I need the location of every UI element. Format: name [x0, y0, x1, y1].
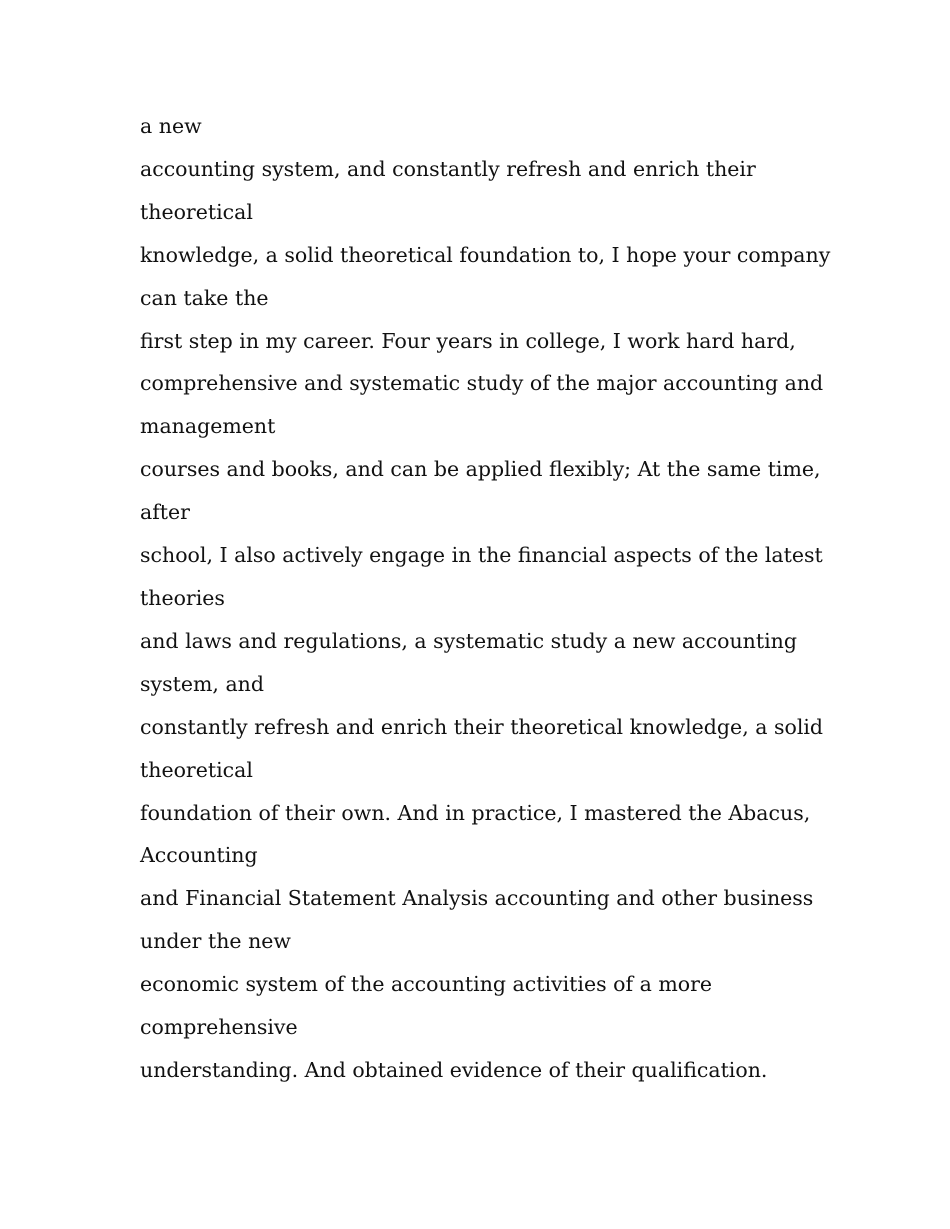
text-line: and Financial Statement Analysis accounting and other business	[140, 886, 814, 911]
text-line: constantly refresh and enrich their theoretical knowledge, a solid	[140, 714, 824, 739]
text-line: foundation of their own. And in practice, I mastered the Abacus,	[140, 800, 811, 825]
text-line: courses and books, and can be applied flexibly; At the same time,	[140, 457, 821, 482]
text-line: comprehensive	[140, 1015, 298, 1040]
text-line: can take the	[140, 285, 269, 310]
text-line: and laws and regulations, a systematic study a new accounting	[140, 628, 797, 653]
text-line: system, and	[140, 671, 265, 696]
text-line: accounting system, and constantly refresh and enrich their	[140, 156, 756, 181]
text-line: Accounting	[140, 843, 258, 868]
text-line: economic system of the accounting activities of a more	[140, 972, 713, 997]
text-line: comprehensive and systematic study of the major accounting and	[140, 371, 824, 396]
text-line: a new	[140, 114, 202, 138]
text-line: management	[140, 414, 276, 439]
text-line: first step in my career. Four years in college, I work hard hard,	[140, 328, 796, 353]
text-line: knowledge, a solid theoretical foundation to, I hope your company	[140, 242, 831, 267]
text-line: theoretical	[140, 757, 253, 782]
text-line: theories	[140, 585, 225, 610]
text-line: after	[140, 500, 190, 525]
document-text-body	[140, 105, 840, 1092]
text-line: under the new	[140, 929, 291, 954]
text-line: theoretical	[140, 199, 253, 224]
text-line: school, I also actively engage in the financial aspects of the latest	[140, 543, 823, 568]
text-line: understanding. And obtained evidence of their qualification.	[140, 1057, 768, 1082]
